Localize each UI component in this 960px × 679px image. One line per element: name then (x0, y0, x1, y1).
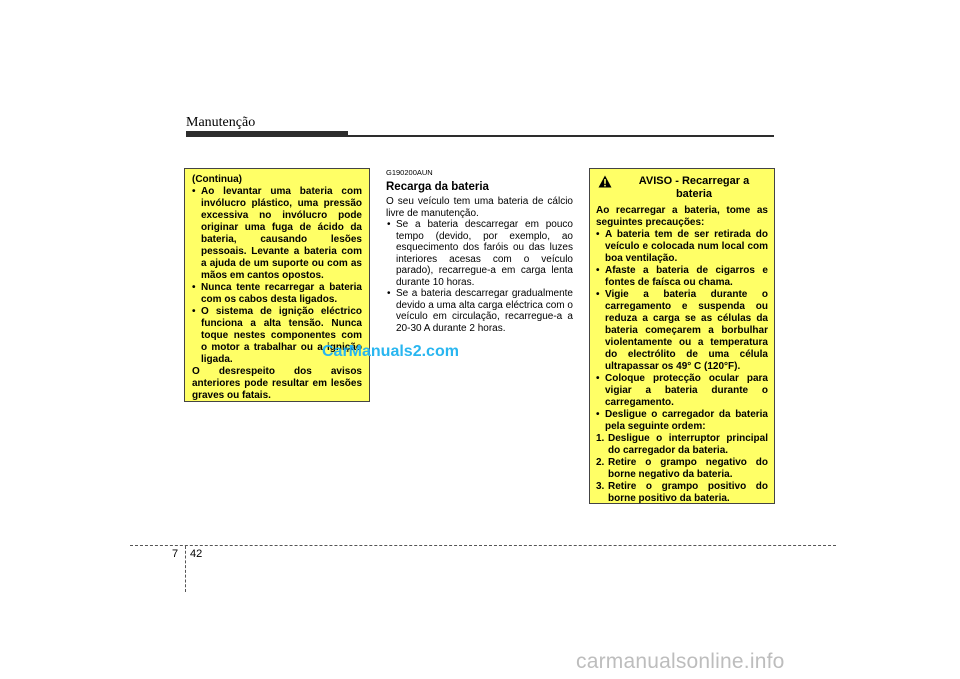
chapter-number: 7 (172, 548, 179, 560)
steps-list (596, 433, 768, 505)
step-number: 3. (596, 481, 605, 492)
list-item: • O sistema de ignição eléctrico funciona a alta tensão. Nunca toque nestes componentes com o motor a trabalhar ou a ignição ligada. (192, 306, 362, 366)
footer-watermark: carmanualsonline.info (576, 650, 785, 673)
warning-heading (596, 175, 768, 201)
list-item: • Se a bateria descarregar em pouco tempo (devido, por exemplo, ao esquecimento dos faróis ou das luzes interiores acesas com o veículo parado), recarregue-a em carga lenta durante 10 horas. (386, 219, 573, 288)
left-closing-text: O desrespeito dos avisos anteriores pode resultar em lesões graves ou fatais. (192, 366, 362, 401)
warning-triangle-icon (598, 175, 612, 188)
left-warning-box (184, 168, 370, 402)
footer-dashed-rule (130, 545, 836, 546)
section-code: G190200AUN (386, 168, 433, 177)
middle-bullet-list (386, 219, 573, 334)
header-title: Manutenção (186, 115, 256, 130)
footer-dashed-divider (185, 546, 186, 592)
list-item: • Ao levantar uma bateria com invólucro plástico, uma pressão excessiva no invólucro pode originar uma fuga de ácido da bateria, causando lesões pessoais. Levante a bateria com a ajuda de um suporte ou com as mãos em cantos opostos. (192, 186, 362, 282)
watermark-overlay: CarManuals2.com (322, 343, 459, 360)
warning-intro: Ao recarregar a bateria, tome as seguintes precauções: (596, 205, 768, 228)
step-item (596, 481, 768, 505)
list-item: • Vigie a bateria durante o carregamento e suspenda ou reduza a carga se as células da bateria começarem a borbulhar violentamente ou a temperatura do electrólito de uma célula ultrapassar os 49° C (120°F). (596, 289, 768, 373)
warning-title: AVISO - Recarregar a bateria (638, 175, 750, 200)
list-item: • A bateria tem de ser retirada do veículo e colocada num local com boa ventilação. (596, 229, 768, 265)
left-bullet-list (192, 186, 362, 366)
list-item: • Se a bateria descarregar gradualmente devido a uma alta carga eléctrica com o veículo em circulação, recarregue-a a 20-30 A durante 2 horas. (386, 288, 573, 334)
step-item (596, 457, 768, 481)
middle-column (386, 167, 573, 334)
continued-label: (Continua) (192, 174, 242, 185)
section-title: Recarga da bateria (386, 180, 489, 193)
right-bullet-list (596, 229, 768, 433)
page-number: 42 (190, 548, 203, 560)
right-warning-box (589, 168, 775, 504)
header-rule-thin (186, 135, 774, 137)
step-text: Desligue o interruptor principal do carregador da bateria. (608, 433, 768, 456)
step-text: Retire o grampo positivo do borne positivo da bateria. (608, 481, 768, 504)
list-item: • Coloque protecção ocular para vigiar a bateria durante o carregamento. (596, 373, 768, 409)
list-item: • Nunca tente recarregar a bateria com os cabos desta ligados. (192, 282, 362, 306)
step-number: 1. (596, 433, 605, 444)
step-text: Retire o grampo negativo do borne negativo da bateria. (608, 457, 768, 480)
list-item: • Afaste a bateria de cigarros e fontes de faísca ou chama. (596, 265, 768, 289)
list-item: • Desligue o carregador da bateria pela seguinte ordem: (596, 409, 768, 433)
section-intro: O seu veículo tem uma bateria de cálcio livre de manutenção. (386, 196, 573, 219)
step-item (596, 433, 768, 457)
step-number: 2. (596, 457, 605, 468)
